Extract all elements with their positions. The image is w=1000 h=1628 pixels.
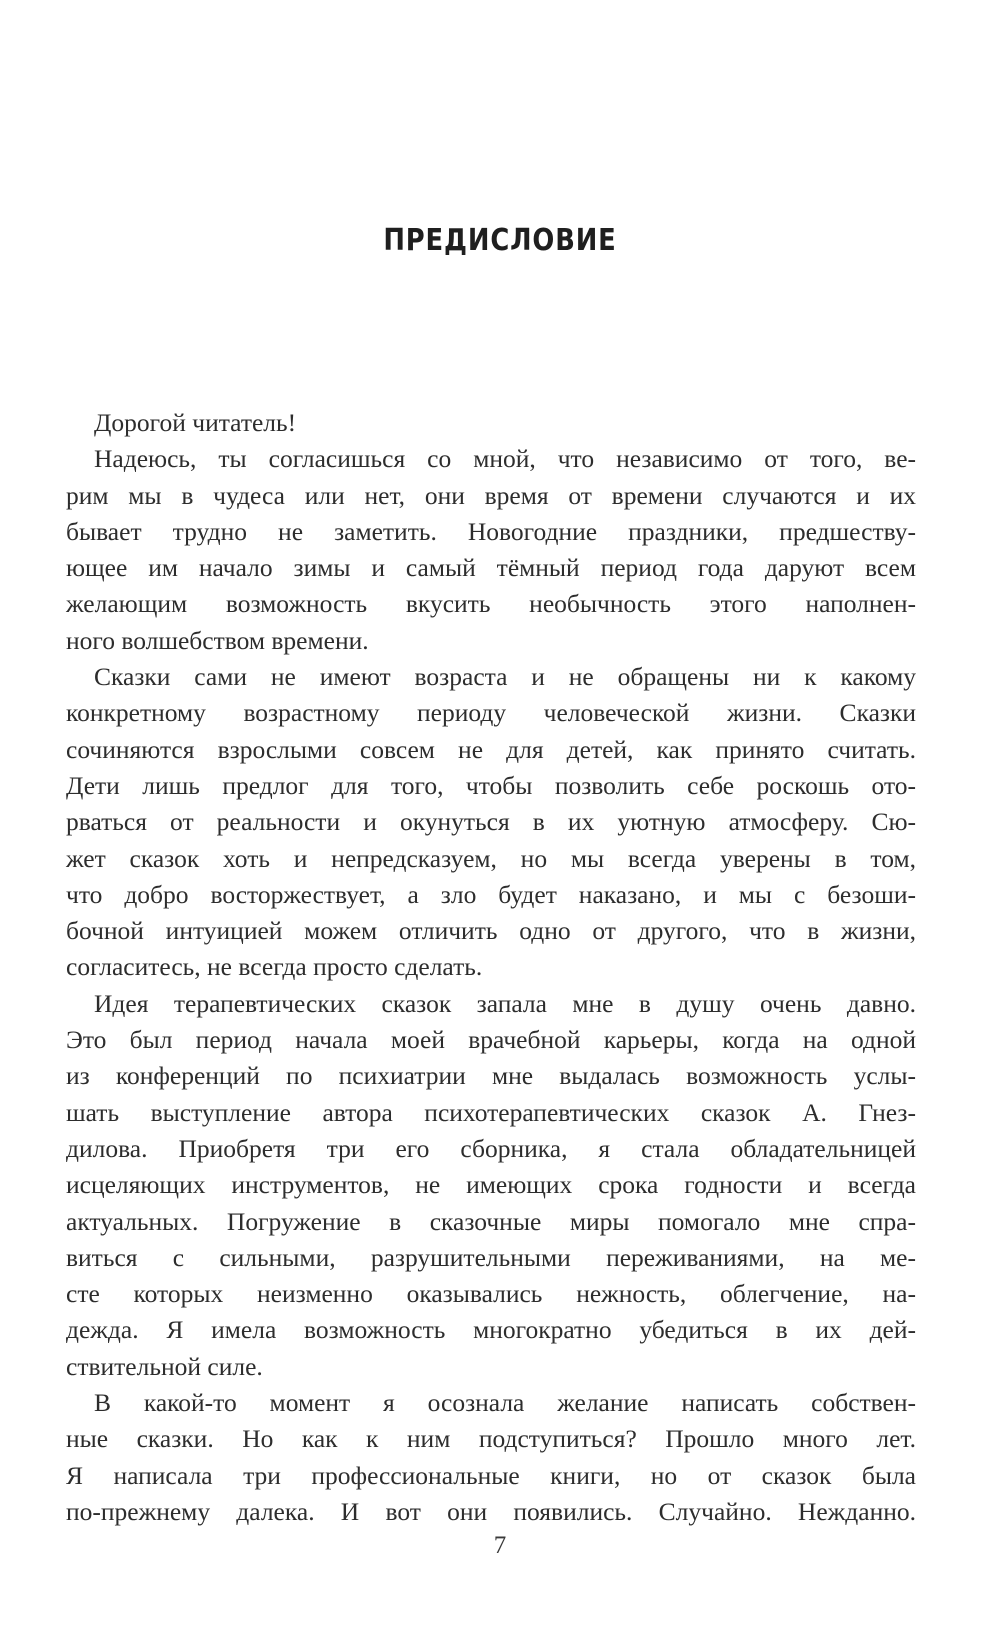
- chapter-title: ПРЕДИСЛОВИЕ: [383, 223, 617, 258]
- text-line: из конференций по психиатрии мне выдалась возможность услы-: [66, 1061, 916, 1091]
- text-line: Надеюсь, ты согласишься со мной, что независимо от того, ве-: [94, 444, 916, 474]
- text-line: рим мы в чудеса или нет, они время от времени случаются и их: [66, 480, 916, 510]
- text-line: согласитесь, не всегда просто сделать.: [66, 952, 483, 982]
- text-line: Дорогой читатель!: [94, 408, 297, 437]
- text-line: что добро восторжествует, а зло будет наказано, и мы с безоши-: [66, 879, 916, 909]
- text-line: ющее им начало зимы и самый тёмный период года даруют всем: [66, 553, 916, 583]
- text-line: желающим возможность вкусить необычность этого наполнен-: [66, 589, 916, 619]
- body-text: [66, 405, 916, 1530]
- text-line: шать выступление автора психотерапевтических сказок А. Гнез-: [66, 1097, 916, 1127]
- text-line: Идея терапевтических сказок запала мне в душу очень давно.: [94, 988, 916, 1018]
- text-line: ствительной силе.: [66, 1351, 263, 1381]
- text-line: ного волшебством времени.: [66, 625, 369, 655]
- text-line: Сказки сами не имеют возраста и не обращены ни к какому: [94, 662, 916, 692]
- text-line: по-прежнему далека. И вот они появились. Случайно. Нежданно.: [66, 1496, 916, 1526]
- text-line: актуальных. Погружение в сказочные миры помогало мне спра-: [66, 1206, 916, 1236]
- page-number: 7: [493, 1532, 507, 1559]
- text-line: исцеляющих инструментов, не имеющих срока годности и всегда: [66, 1170, 916, 1200]
- text-line: дежда. Я имела возможность многократно убедиться в их дей-: [66, 1315, 916, 1345]
- text-line: конкретному возрастному периоду человеческой жизни. Сказки: [66, 698, 916, 728]
- text-line: сте которых неизменно оказывались нежность, облегчение, на-: [66, 1279, 916, 1309]
- text-line: Я написала три профессиональные книги, но от сказок была: [66, 1460, 916, 1490]
- text-line: рваться от реальности и окунуться в их уютную атмосферу. Сю-: [66, 807, 916, 837]
- text-line: сочиняются взрослыми совсем не для детей, как принято считать.: [66, 734, 916, 764]
- text-line: В какой-то момент я осознала желание написать собствен-: [94, 1388, 916, 1418]
- text-line: Это был период начала моей врачебной карьеры, когда на одной: [66, 1025, 916, 1055]
- text-line: Дети лишь предлог для того, чтобы позволить себе роскошь ото-: [66, 770, 916, 800]
- text-line: жет сказок хоть и непредсказуем, но мы всегда уверены в том,: [66, 843, 916, 873]
- text-line: дилова. Приобретя три его сборника, я стала обладательницей: [66, 1133, 916, 1163]
- text-line: бывает трудно не заметить. Новогодние праздники, предшеству-: [66, 516, 916, 546]
- text-line: ные сказки. Но как к ним подступиться? Прошло много лет.: [66, 1424, 916, 1454]
- text-line: виться с сильными, разрушительными переживаниями, на ме-: [66, 1242, 916, 1272]
- text-line: бочной интуицией можем отличить одно от другого, что в жизни,: [66, 916, 916, 946]
